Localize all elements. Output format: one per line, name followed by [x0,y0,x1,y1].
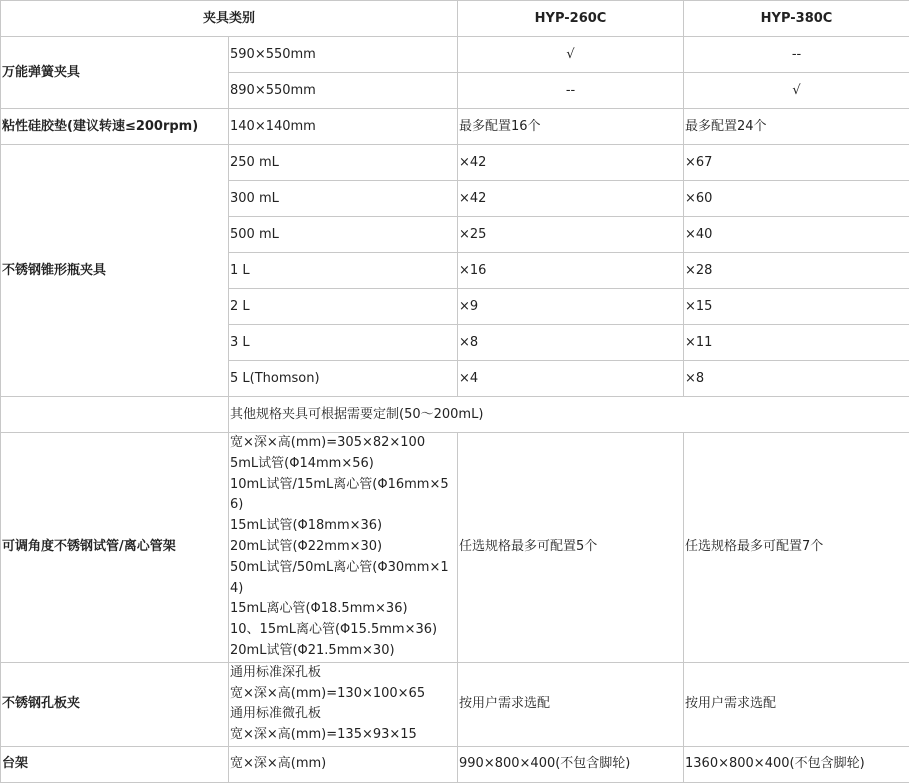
spec-cell: 140×140mm [229,109,458,145]
flask-custom-note: 其他规格夹具可根据需要定制(50～200mL) [229,397,909,433]
value-cell-a: ×25 [458,217,684,253]
value-cell-b: ×67 [684,145,909,181]
spec-line: 50mL试管/50mL离心管(Φ30mm×1 [230,558,456,579]
table-row [1,397,909,433]
value-cell-b: -- [684,37,909,73]
value-cell-b: ×15 [684,289,909,325]
value-cell-a: ×8 [458,325,684,361]
value-cell-a: ×42 [458,181,684,217]
spec-cell: 500 mL [229,217,458,253]
spec-line: 宽×深×高(mm)=135×93×15 [230,725,456,746]
spec-cell: 宽×深×高(mm) [229,746,458,782]
category-spring-clamp: 万能弹簧夹具 [1,37,229,109]
spec-line: 20mL试管(Φ21.5mm×30) [230,641,456,662]
category-plate-clamp: 不锈钢孔板夹 [1,662,229,746]
value-cell-a: ×42 [458,145,684,181]
spec-cell: 890×550mm [229,73,458,109]
value-cell-b: √ [684,73,909,109]
tube-spec-list [229,433,458,663]
header-model-a: HYP-260C [458,1,684,37]
table-row [1,37,909,73]
value-cell-b: 最多配置24个 [684,109,909,145]
header-model-b: HYP-380C [684,1,909,37]
value-cell-b: 1360×800×400(不包含脚轮) [684,746,909,782]
table-row [1,109,909,145]
plate-spec-list [229,662,458,746]
spec-line: 5mL试管(Φ14mm×56) [230,454,456,475]
table-row [1,662,909,746]
spec-cell: 250 mL [229,145,458,181]
category-stand: 台架 [1,746,229,782]
category-tube-rack: 可调角度不锈钢试管/离心管架 [1,433,229,663]
spec-line: 15mL离心管(Φ18.5mm×36) [230,599,456,620]
spec-line: 10mL试管/15mL离心管(Φ16mm×5 [230,475,456,496]
value-cell-a: √ [458,37,684,73]
table-row [1,746,909,782]
value-cell-a: ×4 [458,361,684,397]
spec-line: 通用标准微孔板 [230,704,456,725]
empty-cell [1,397,229,433]
value-cell-a: 任选规格最多可配置5个 [458,433,684,663]
value-cell-a: 按用户需求选配 [458,662,684,746]
table-row [1,145,909,181]
value-cell-a: 990×800×400(不包含脚轮) [458,746,684,782]
spec-line: 6) [230,495,456,516]
header-row [1,1,909,37]
table-row [1,433,909,663]
spec-line: 10、15mL离心管(Φ15.5mm×36) [230,620,456,641]
value-cell-b: ×8 [684,361,909,397]
spec-cell: 2 L [229,289,458,325]
value-cell-b: 按用户需求选配 [684,662,909,746]
value-cell-b: 任选规格最多可配置7个 [684,433,909,663]
spec-cell: 3 L [229,325,458,361]
value-cell-b: ×60 [684,181,909,217]
category-silicone-pad: 粘性硅胶垫(建议转速≤200rpm) [1,109,229,145]
category-flask-clamp: 不锈钢锥形瓶夹具 [1,145,229,397]
value-cell-b: ×11 [684,325,909,361]
spec-cell: 1 L [229,253,458,289]
header-category: 夹具类别 [1,1,458,37]
spec-cell: 590×550mm [229,37,458,73]
value-cell-a: ×9 [458,289,684,325]
spec-cell: 300 mL [229,181,458,217]
spec-line: 4) [230,579,456,600]
value-cell-b: ×28 [684,253,909,289]
value-cell-b: ×40 [684,217,909,253]
spec-line: 通用标准深孔板 [230,663,456,684]
spec-line: 宽×深×高(mm)=305×82×100 [230,433,456,454]
value-cell-a: -- [458,73,684,109]
spec-line: 宽×深×高(mm)=130×100×65 [230,684,456,705]
spec-cell: 5 L(Thomson) [229,361,458,397]
spec-line: 20mL试管(Φ22mm×30) [230,537,456,558]
value-cell-a: ×16 [458,253,684,289]
spec-line: 15mL试管(Φ18mm×36) [230,516,456,537]
value-cell-a: 最多配置16个 [458,109,684,145]
